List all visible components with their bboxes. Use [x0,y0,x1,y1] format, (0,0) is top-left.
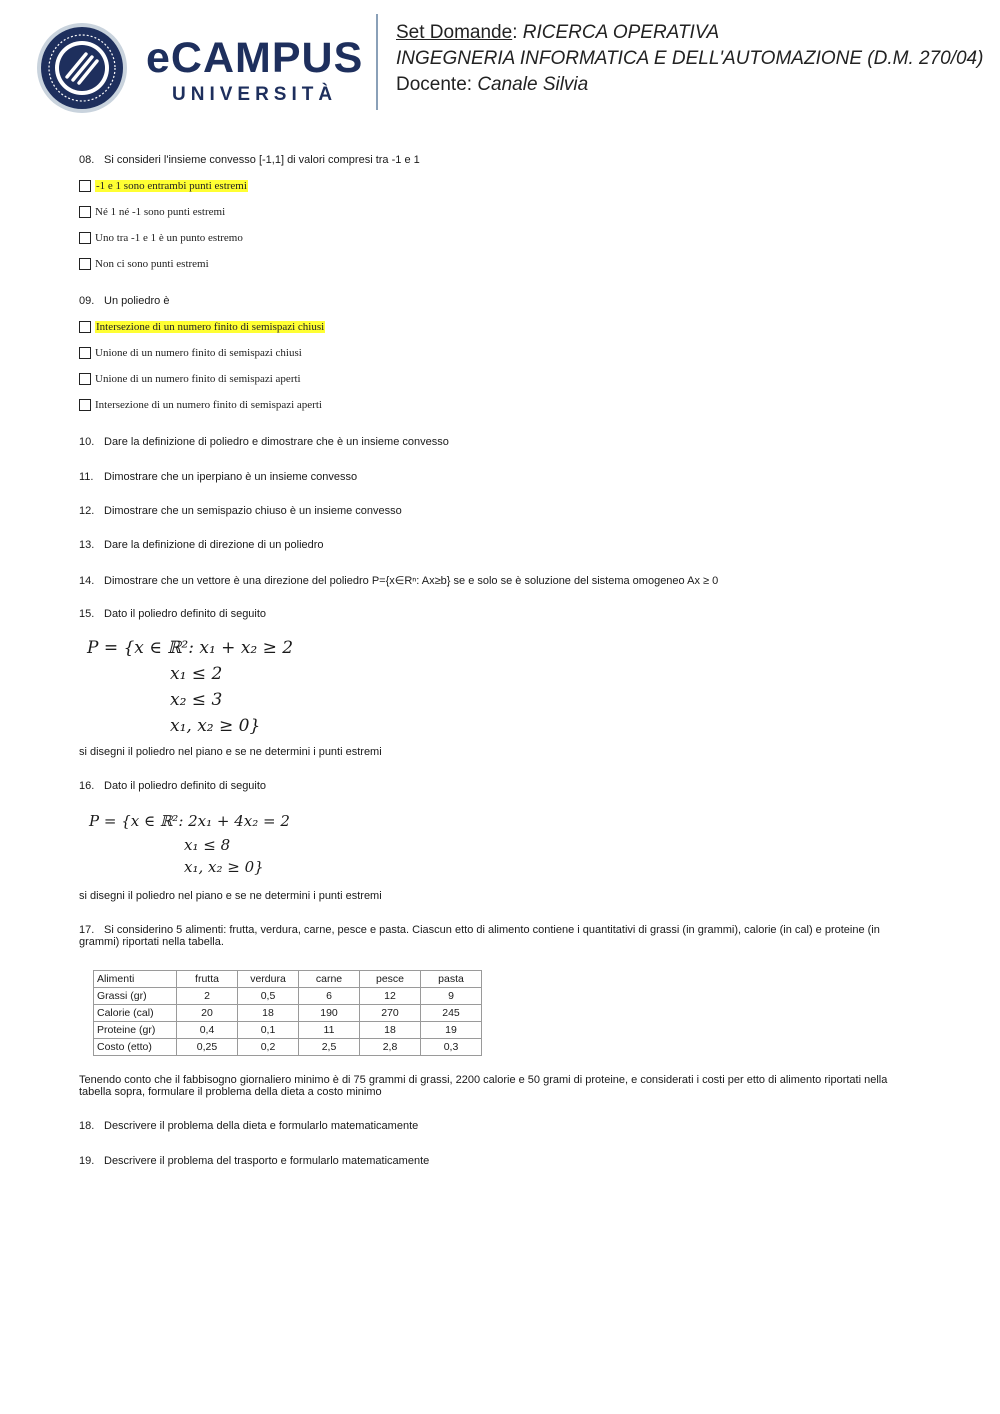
polyhedron-constraint: x₂ ≤ 3 [170,690,223,710]
teacher-name: Canale Silvia [477,74,589,95]
table-cell: 2,5 [299,1039,360,1056]
answer-option[interactable] [79,178,248,193]
table-cell: 2 [177,988,238,1005]
question-text: Dato il poliedro definito di seguito [104,780,267,792]
answer-label: Non ci sono punti estremi [95,257,209,270]
question-09 [79,295,169,307]
polyhedron-definition-line: P = {x ∈ ℝ²: 2x₁ + 4x₂ = 2 [89,812,290,830]
question-text: Dimostrare che un iperpiano è un insieme convesso [104,471,358,483]
university-seal-icon [34,22,130,114]
polyhedron-definition-line: P = {x ∈ ℝ²: x₁ + x₂ ≥ 2 [87,638,294,658]
table-row [94,1039,482,1056]
checkbox[interactable] [79,373,91,385]
table-header: pasta [421,971,482,988]
answer-option[interactable] [79,319,325,334]
question-number: 15. [79,608,95,620]
question-number: 13. [79,539,95,551]
table-cell: 18 [238,1005,299,1022]
table-cell: 2,8 [360,1039,421,1056]
answer-label: Uno tra -1 e 1 è un punto estremo [95,231,243,244]
table-cell: 190 [299,1005,360,1022]
table-cell: 0,4 [177,1022,238,1039]
checkbox[interactable] [79,321,91,333]
table-cell: 245 [421,1005,482,1022]
question-text: Si consideri l'insieme convesso [-1,1] di valori compresi tra -1 e 1 [104,154,420,166]
question-18 [79,1120,418,1132]
answer-option[interactable] [79,256,209,271]
course-name: INGEGNERIA INFORMATICA E DELL'AUTOMAZIONE (D.M. 270/04) [396,48,984,69]
table-row [94,988,482,1005]
polyhedron-constraint: x₁, x₂ ≥ 0} [170,716,261,736]
polyhedron-constraint: x₁ ≤ 8 [184,836,231,854]
question-10 [79,436,449,448]
table-cell: Proteine (gr) [94,1022,177,1039]
checkbox[interactable] [79,180,91,192]
table-cell: 0,25 [177,1039,238,1056]
table-cell: 0,5 [238,988,299,1005]
question-instruction: si disegni il poliedro nel piano e se ne determini i punti estremi [79,746,382,758]
checkbox[interactable] [79,399,91,411]
teacher-label: Docente: [396,74,473,95]
checkbox[interactable] [79,232,91,244]
question-14 [79,574,718,587]
question-11 [79,471,357,483]
set-value: RICERCA OPERATIVA [522,22,720,43]
question-text: Dimostrare che un vettore è una direzione del poliedro P={x∈Rⁿ: Ax≥b} se e solo se è soluzione del sistema omogeneo Ax ≥ 0 [104,575,719,587]
table-cell: 18 [360,1022,421,1039]
course-title [396,48,983,70]
table-cell: Grassi (gr) [94,988,177,1005]
question-text: Dare la definizione di poliedro e dimostrare che è un insieme convesso [104,436,449,448]
question-text: Dimostrare che un semispazio chiuso è un insieme convesso [104,505,402,517]
table-cell: 12 [360,988,421,1005]
set-title: Set Domande: RICERCA OPERATIVA [396,22,720,43]
table-row [94,1005,482,1022]
table-cell: 9 [421,988,482,1005]
question-instruction: Tenendo conto che il fabbisogno giornaliero minimo è di 75 grammi di grassi, 2200 calorie e 50 grami di proteine, e considerati i costi per etto di alimento riportati nella tabella sopra, formulare il problema della dieta a costo minimo [79,1074,888,1098]
table-header: frutta [177,971,238,988]
question-text: Dare la definizione di direzione di un poliedro [104,539,324,551]
question-text: Descrivere il problema della dieta e formularlo matematicamente [104,1120,419,1132]
table-cell: 0,1 [238,1022,299,1039]
table-header: verdura [238,971,299,988]
question-number: 10. [79,436,95,448]
answer-label: Intersezione di un numero finito di semispazi aperti [95,398,322,411]
question-08 [79,154,420,166]
answer-option[interactable] [79,397,322,412]
question-number: 18. [79,1120,95,1132]
brand-name: eCAMPUS [146,34,364,82]
question-12 [79,505,402,517]
ecampus-logo [34,22,364,114]
polyhedron-constraint: x₁, x₂ ≥ 0} [184,858,264,876]
answer-label: Né 1 né -1 sono punti estremi [95,205,226,218]
table-header: carne [299,971,360,988]
question-16 [79,780,266,792]
question-text: Descrivere il problema del trasporto e formularlo matematicamente [104,1155,430,1167]
answer-label: Unione di un numero finito di semispazi aperti [95,372,301,385]
question-number: 19. [79,1155,95,1167]
table-cell: 20 [177,1005,238,1022]
question-text: Un poliedro è [104,295,170,307]
teacher-line [396,74,588,96]
question-text: Si considerino 5 alimenti: frutta, verdura, carne, pesce e pasta. Ciascun etto di alimento contiene i quantitativi di grassi (in grammi), calorie (in cal) e proteine (in grammi) riportati nella tabella. [79,924,880,948]
question-number: 08. [79,154,95,166]
table-cell: 0,3 [421,1039,482,1056]
table-cell: Costo (etto) [94,1039,177,1056]
question-number: 11. [79,471,94,483]
table-header-row [94,971,482,988]
question-instruction: si disegni il poliedro nel piano e se ne determini i punti estremi [79,890,382,902]
table-cell: 19 [421,1022,482,1039]
header-divider [376,14,378,110]
question-number: 14. [79,575,95,587]
question-15 [79,608,266,620]
question-number: 09. [79,295,95,307]
table-cell: Calorie (cal) [94,1005,177,1022]
food-table [93,970,482,1056]
table-header: Alimenti [94,971,177,988]
checkbox[interactable] [79,206,91,218]
table-row [94,1022,482,1039]
question-number: 12. [79,505,95,517]
question-text: Dato il poliedro definito di seguito [104,608,267,620]
question-19 [79,1155,429,1167]
answer-label: Intersezione di un numero finito di semispazi chiusi [96,320,325,333]
polyhedron-constraint: x₁ ≤ 2 [170,664,223,684]
answer-option[interactable] [79,371,301,386]
answer-label: Unione di un numero finito di semispazi chiusi [95,346,302,359]
answer-option[interactable] [79,345,302,360]
table-header: pesce [360,971,421,988]
set-label: Set Domande [396,22,513,43]
checkbox[interactable] [79,347,91,359]
question-number: 17. [79,924,95,936]
table-cell: 270 [360,1005,421,1022]
question-number: 16. [79,780,95,792]
question-17 [79,924,919,948]
table-cell: 0,2 [238,1039,299,1056]
table-cell: 11 [299,1022,360,1039]
answer-option[interactable] [79,230,243,245]
question-13 [79,539,324,551]
brand-subtitle: UNIVERSITÀ [172,84,338,105]
checkbox[interactable] [79,258,91,270]
answer-label: -1 e 1 sono entrambi punti estremi [96,179,247,192]
table-cell: 6 [299,988,360,1005]
answer-option[interactable] [79,204,225,219]
